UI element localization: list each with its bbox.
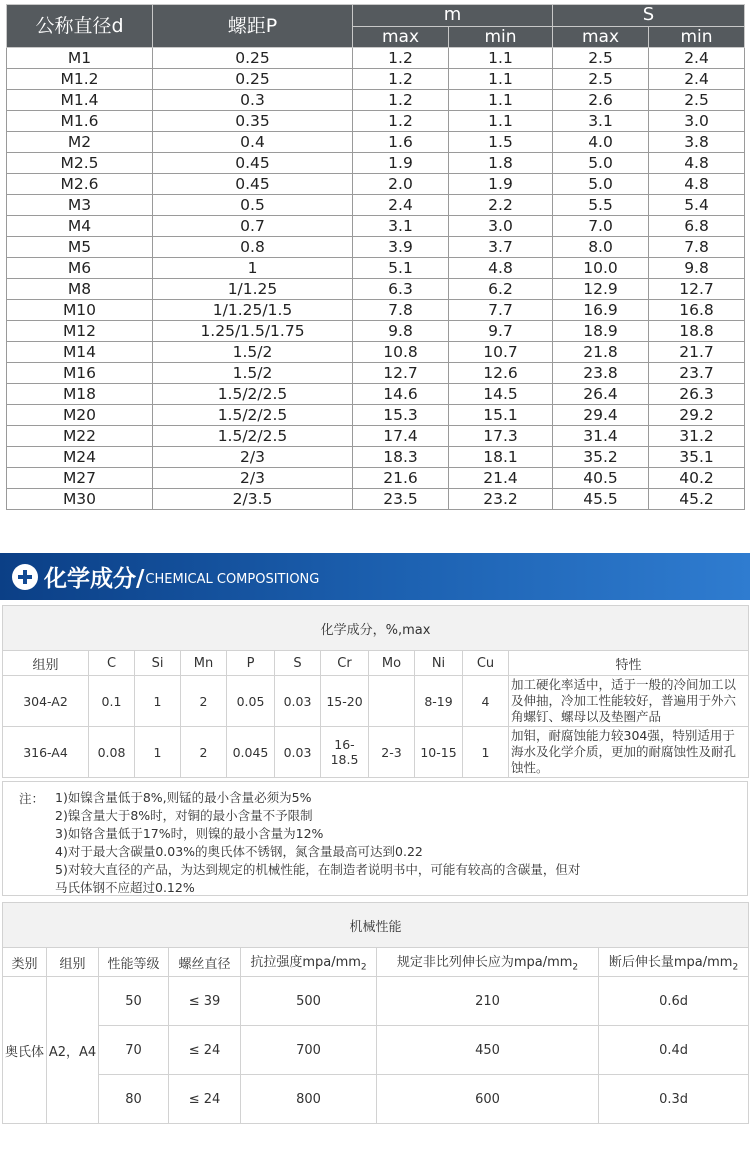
- chem-cell: 0.08: [89, 727, 135, 778]
- cell-pitch: 1.5/2/2.5: [153, 426, 353, 447]
- mech-cell-yield: 600: [377, 1075, 599, 1124]
- cell-m-max: 15.3: [353, 405, 449, 426]
- header-nominal-diameter: 公称直径d: [7, 5, 153, 48]
- chem-header-cell: P: [227, 651, 275, 676]
- cell-s-max: 10.0: [553, 258, 649, 279]
- cell-nominal: M12: [7, 321, 153, 342]
- chem-table-body: [3, 676, 749, 778]
- header-m: m: [353, 5, 553, 27]
- table-row: [7, 258, 745, 279]
- cell-m-max: 23.5: [353, 489, 449, 510]
- chemical-composition-banner: [0, 553, 750, 600]
- cell-m-max: 1.6: [353, 132, 449, 153]
- cell-m-min: 1.1: [449, 69, 553, 90]
- table-row: [7, 468, 745, 489]
- cell-nominal: M1.4: [7, 90, 153, 111]
- note-item: 3)如铬含量低于17%时，则镍的最小含量为12%: [55, 826, 324, 841]
- cell-m-max: 7.8: [353, 300, 449, 321]
- mech-cell-diameter: ≤ 39: [169, 977, 241, 1026]
- cell-m-max: 1.2: [353, 90, 449, 111]
- mech-table-body: [3, 977, 749, 1124]
- mech-cell-yield: 450: [377, 1026, 599, 1075]
- chem-cell: 1: [135, 676, 181, 727]
- table-row: [7, 363, 745, 384]
- chem-cell: 16-18.5: [321, 727, 369, 778]
- header-m-max: max: [353, 26, 449, 48]
- cell-s-min: 35.1: [649, 447, 745, 468]
- cell-m-max: 14.6: [353, 384, 449, 405]
- chem-header-cell: Si: [135, 651, 181, 676]
- chem-cell: 1: [135, 727, 181, 778]
- cell-m-max: 1.2: [353, 111, 449, 132]
- cell-s-min: 31.2: [649, 426, 745, 447]
- mech-header-category: 类别: [3, 948, 47, 977]
- cell-s-max: 7.0: [553, 216, 649, 237]
- cell-m-min: 6.2: [449, 279, 553, 300]
- cell-pitch: 0.3: [153, 90, 353, 111]
- table-row: [7, 69, 745, 90]
- note-item: 1)如镍含量低于8%,则锰的最小含量必须为5%: [55, 790, 312, 805]
- cell-pitch: 2/3.5: [153, 489, 353, 510]
- header-pitch: 螺距P: [153, 5, 353, 48]
- cell-m-max: 3.9: [353, 237, 449, 258]
- cell-pitch: 1: [153, 258, 353, 279]
- cell-nominal: M4: [7, 216, 153, 237]
- chem-header-cell: 组别: [3, 651, 89, 676]
- mech-header-yield: 规定非比列伸长应为mpa/$mm_2$: [377, 948, 599, 977]
- header-m-min: min: [449, 26, 553, 48]
- cell-pitch: 2/3: [153, 447, 353, 468]
- cell-m-min: 1.5: [449, 132, 553, 153]
- cell-m-min: 1.1: [449, 48, 553, 69]
- cell-pitch: 0.35: [153, 111, 353, 132]
- cell-s-min: 6.8: [649, 216, 745, 237]
- cell-m-min: 1.1: [449, 90, 553, 111]
- cell-m-max: 1.9: [353, 153, 449, 174]
- cell-s-max: 2.5: [553, 69, 649, 90]
- cell-s-min: 3.0: [649, 111, 745, 132]
- cell-s-max: 29.4: [553, 405, 649, 426]
- cell-nominal: M2: [7, 132, 153, 153]
- mech-caption: 机械性能: [3, 903, 749, 948]
- cell-s-min: 45.2: [649, 489, 745, 510]
- cell-s-min: 2.4: [649, 48, 745, 69]
- chem-cell: 4: [463, 676, 509, 727]
- chem-cell: [369, 676, 415, 727]
- cell-s-max: 2.6: [553, 90, 649, 111]
- chem-cell: 304-A2: [3, 676, 89, 727]
- cell-nominal: M24: [7, 447, 153, 468]
- table-row: [7, 153, 745, 174]
- mech-header-elongation: 断后伸长量mpa/$mm_2$: [599, 948, 749, 977]
- table-row: [3, 977, 749, 1026]
- chem-header-cell: Cr: [321, 651, 369, 676]
- cell-m-min: 1.8: [449, 153, 553, 174]
- chem-header-cell: Cu: [463, 651, 509, 676]
- notes-list: [55, 789, 727, 897]
- cell-m-max: 12.7: [353, 363, 449, 384]
- cell-m-min: 10.7: [449, 342, 553, 363]
- cell-m-min: 4.8: [449, 258, 553, 279]
- chem-header-cell: S: [275, 651, 321, 676]
- note-item: 5)对较大直径的产品，为达到规定的机械性能，在制造者说明书中，可能有较高的含碳量，但对: [55, 862, 581, 877]
- cell-m-min: 14.5: [449, 384, 553, 405]
- cell-s-min: 18.8: [649, 321, 745, 342]
- cell-pitch: 0.25: [153, 48, 353, 69]
- cell-s-max: 31.4: [553, 426, 649, 447]
- cell-m-min: 23.2: [449, 489, 553, 510]
- chem-header-cell: 特性: [509, 651, 749, 676]
- cell-nominal: M18: [7, 384, 153, 405]
- plus-circle-icon: [12, 564, 38, 590]
- cell-nominal: M8: [7, 279, 153, 300]
- table-row: [3, 1026, 749, 1075]
- cell-m-min: 3.7: [449, 237, 553, 258]
- chem-cell: 8-19: [415, 676, 463, 727]
- mech-cell-elongation: 0.6d: [599, 977, 749, 1026]
- note-item: 马氏体钢不应超过0.12%: [55, 880, 195, 895]
- cell-s-min: 26.3: [649, 384, 745, 405]
- mech-header-diameter: 螺丝直径: [169, 948, 241, 977]
- cell-pitch: 0.45: [153, 174, 353, 195]
- cell-s-max: 12.9: [553, 279, 649, 300]
- cell-m-min: 1.9: [449, 174, 553, 195]
- cell-m-max: 17.4: [353, 426, 449, 447]
- cell-s-min: 4.8: [649, 174, 745, 195]
- table-row: [7, 300, 745, 321]
- header-s-min: min: [649, 26, 745, 48]
- cell-nominal: M1.2: [7, 69, 153, 90]
- header-s-max: max: [553, 26, 649, 48]
- cell-s-min: 12.7: [649, 279, 745, 300]
- note-item: 4)对于最大含碳量0.03%的奥氏体不锈钢，氮含量最高可达到0.22: [55, 844, 423, 859]
- cell-s-max: 35.2: [553, 447, 649, 468]
- chem-property-cell: 加钼，耐腐蚀能力较304强，特别适用于海水及化学介质，更加的耐腐蚀性及耐孔蚀性。: [509, 727, 749, 778]
- cell-s-max: 5.0: [553, 153, 649, 174]
- chem-cell: 316-A4: [3, 727, 89, 778]
- cell-nominal: M1.6: [7, 111, 153, 132]
- cell-s-max: 40.5: [553, 468, 649, 489]
- mech-cell-diameter: ≤ 24: [169, 1075, 241, 1124]
- cell-nominal: M6: [7, 258, 153, 279]
- notes-label: 注：: [19, 791, 45, 806]
- cell-s-max: 18.9: [553, 321, 649, 342]
- cell-m-max: 1.2: [353, 48, 449, 69]
- chem-cell: 2: [181, 676, 227, 727]
- mech-header-tensile: 抗拉强度mpa/$mm_2$: [241, 948, 377, 977]
- table-row: [3, 1075, 749, 1124]
- table-row: [3, 727, 749, 778]
- cell-s-max: 5.5: [553, 195, 649, 216]
- cell-pitch: 2/3: [153, 468, 353, 489]
- chem-cell: 2-3: [369, 727, 415, 778]
- table-row: [7, 216, 745, 237]
- chem-header-cell: Mo: [369, 651, 415, 676]
- cell-nominal: M22: [7, 426, 153, 447]
- cell-nominal: M30: [7, 489, 153, 510]
- cell-m-max: 18.3: [353, 447, 449, 468]
- cell-m-max: 1.2: [353, 69, 449, 90]
- cell-m-max: 6.3: [353, 279, 449, 300]
- cell-s-max: 45.5: [553, 489, 649, 510]
- chemical-composition-table: [2, 605, 749, 778]
- cell-m-min: 17.3: [449, 426, 553, 447]
- cell-nominal: M2.6: [7, 174, 153, 195]
- cell-s-min: 21.7: [649, 342, 745, 363]
- chem-cell: 0.03: [275, 676, 321, 727]
- cell-s-min: 40.2: [649, 468, 745, 489]
- cell-s-max: 4.0: [553, 132, 649, 153]
- cell-m-max: 9.8: [353, 321, 449, 342]
- table-row: [7, 321, 745, 342]
- table-row: [7, 48, 745, 69]
- chem-header-cell: C: [89, 651, 135, 676]
- cell-m-max: 2.0: [353, 174, 449, 195]
- chem-header-cell: Mn: [181, 651, 227, 676]
- cell-nominal: M16: [7, 363, 153, 384]
- table-row: [7, 384, 745, 405]
- table-row: [7, 426, 745, 447]
- cell-pitch: 1.25/1.5/1.75: [153, 321, 353, 342]
- cell-s-min: 5.4: [649, 195, 745, 216]
- cell-s-max: 8.0: [553, 237, 649, 258]
- chem-cell: 10-15: [415, 727, 463, 778]
- cell-nominal: M5: [7, 237, 153, 258]
- mech-cell-grade: 80: [99, 1075, 169, 1124]
- cell-nominal: M14: [7, 342, 153, 363]
- cell-pitch: 0.25: [153, 69, 353, 90]
- mech-cell-tensile: 700: [241, 1026, 377, 1075]
- mech-cell-yield: 210: [377, 977, 599, 1026]
- table-row: [7, 447, 745, 468]
- chem-cell: 15-20: [321, 676, 369, 727]
- cell-s-min: 29.2: [649, 405, 745, 426]
- mech-cell-grade: 70: [99, 1026, 169, 1075]
- cell-pitch: 1/1.25: [153, 279, 353, 300]
- chem-cell: 0.1: [89, 676, 135, 727]
- dimension-table-body: [7, 48, 745, 510]
- cell-m-min: 15.1: [449, 405, 553, 426]
- dimension-table: [6, 4, 745, 510]
- cell-s-max: 26.4: [553, 384, 649, 405]
- cell-m-max: 10.8: [353, 342, 449, 363]
- cell-nominal: M2.5: [7, 153, 153, 174]
- cell-m-min: 18.1: [449, 447, 553, 468]
- table-row: [7, 342, 745, 363]
- cell-pitch: 0.8: [153, 237, 353, 258]
- cell-m-min: 9.7: [449, 321, 553, 342]
- cell-m-max: 3.1: [353, 216, 449, 237]
- mech-cell-tensile: 800: [241, 1075, 377, 1124]
- notes-box: [2, 781, 748, 896]
- mech-cell-diameter: ≤ 24: [169, 1026, 241, 1075]
- cell-pitch: 0.45: [153, 153, 353, 174]
- cell-pitch: 0.4: [153, 132, 353, 153]
- chem-caption: 化学成分，%,max: [3, 606, 749, 651]
- cell-pitch: 1/1.25/1.5: [153, 300, 353, 321]
- chem-cell: 0.03: [275, 727, 321, 778]
- mech-category-cell: 奥氏体: [3, 977, 47, 1124]
- cell-pitch: 0.5: [153, 195, 353, 216]
- cell-m-min: 3.0: [449, 216, 553, 237]
- cell-nominal: M20: [7, 405, 153, 426]
- mech-cell-grade: 50: [99, 977, 169, 1026]
- mech-header-grade: 性能等级: [99, 948, 169, 977]
- table-row: [7, 195, 745, 216]
- banner-title-en: CHEMICAL COMPOSITIONG: [145, 572, 320, 587]
- table-row: [7, 90, 745, 111]
- mechanical-properties-table: [2, 902, 749, 1124]
- cell-nominal: M27: [7, 468, 153, 489]
- table-row: [7, 405, 745, 426]
- table-row: [7, 132, 745, 153]
- cell-pitch: 0.7: [153, 216, 353, 237]
- table-row: [7, 174, 745, 195]
- banner-title-cn: 化学成分/: [44, 566, 145, 592]
- cell-s-max: 21.8: [553, 342, 649, 363]
- cell-s-min: 23.7: [649, 363, 745, 384]
- cell-s-min: 4.8: [649, 153, 745, 174]
- cell-s-min: 2.5: [649, 90, 745, 111]
- cell-nominal: M1: [7, 48, 153, 69]
- cell-s-max: 5.0: [553, 174, 649, 195]
- cell-s-min: 3.8: [649, 132, 745, 153]
- note-item: 2)镍含量大于8%时，对铜的最小含量不予限制: [55, 808, 313, 823]
- chem-header-cell: Ni: [415, 651, 463, 676]
- cell-m-max: 21.6: [353, 468, 449, 489]
- cell-s-max: 3.1: [553, 111, 649, 132]
- cell-s-min: 7.8: [649, 237, 745, 258]
- chem-property-cell: 加工硬化率适中，适于一般的冷间加工以及伸抽，冷加工性能较好，普遍用于外六角螺钉、螺母以及垫圈产品: [509, 676, 749, 727]
- mech-cell-elongation: 0.3d: [599, 1075, 749, 1124]
- cell-pitch: 1.5/2/2.5: [153, 405, 353, 426]
- cell-m-min: 2.2: [449, 195, 553, 216]
- mech-group-cell: A2，A4: [47, 977, 99, 1124]
- chem-cell: 1: [463, 727, 509, 778]
- chem-cell: 0.05: [227, 676, 275, 727]
- cell-m-max: 2.4: [353, 195, 449, 216]
- chem-cell: 0.045: [227, 727, 275, 778]
- cell-nominal: M10: [7, 300, 153, 321]
- table-row: [3, 676, 749, 727]
- mech-cell-tensile: 500: [241, 977, 377, 1026]
- table-row: [7, 237, 745, 258]
- mech-header-group: 组别: [47, 948, 99, 977]
- cell-pitch: 1.5/2/2.5: [153, 384, 353, 405]
- cell-s-min: 9.8: [649, 258, 745, 279]
- cell-s-max: 23.8: [553, 363, 649, 384]
- chem-cell: 2: [181, 727, 227, 778]
- cell-m-min: 12.6: [449, 363, 553, 384]
- cell-m-max: 5.1: [353, 258, 449, 279]
- cell-nominal: M3: [7, 195, 153, 216]
- cell-s-max: 2.5: [553, 48, 649, 69]
- table-row: [7, 279, 745, 300]
- table-row: [7, 111, 745, 132]
- cell-pitch: 1.5/2: [153, 342, 353, 363]
- header-s: S: [553, 5, 745, 27]
- cell-m-min: 1.1: [449, 111, 553, 132]
- cell-s-max: 16.9: [553, 300, 649, 321]
- mech-cell-elongation: 0.4d: [599, 1026, 749, 1075]
- table-row: [7, 489, 745, 510]
- cell-s-min: 2.4: [649, 69, 745, 90]
- cell-s-min: 16.8: [649, 300, 745, 321]
- cell-m-min: 21.4: [449, 468, 553, 489]
- cell-m-min: 7.7: [449, 300, 553, 321]
- chem-header-row: [3, 651, 749, 676]
- cell-pitch: 1.5/2: [153, 363, 353, 384]
